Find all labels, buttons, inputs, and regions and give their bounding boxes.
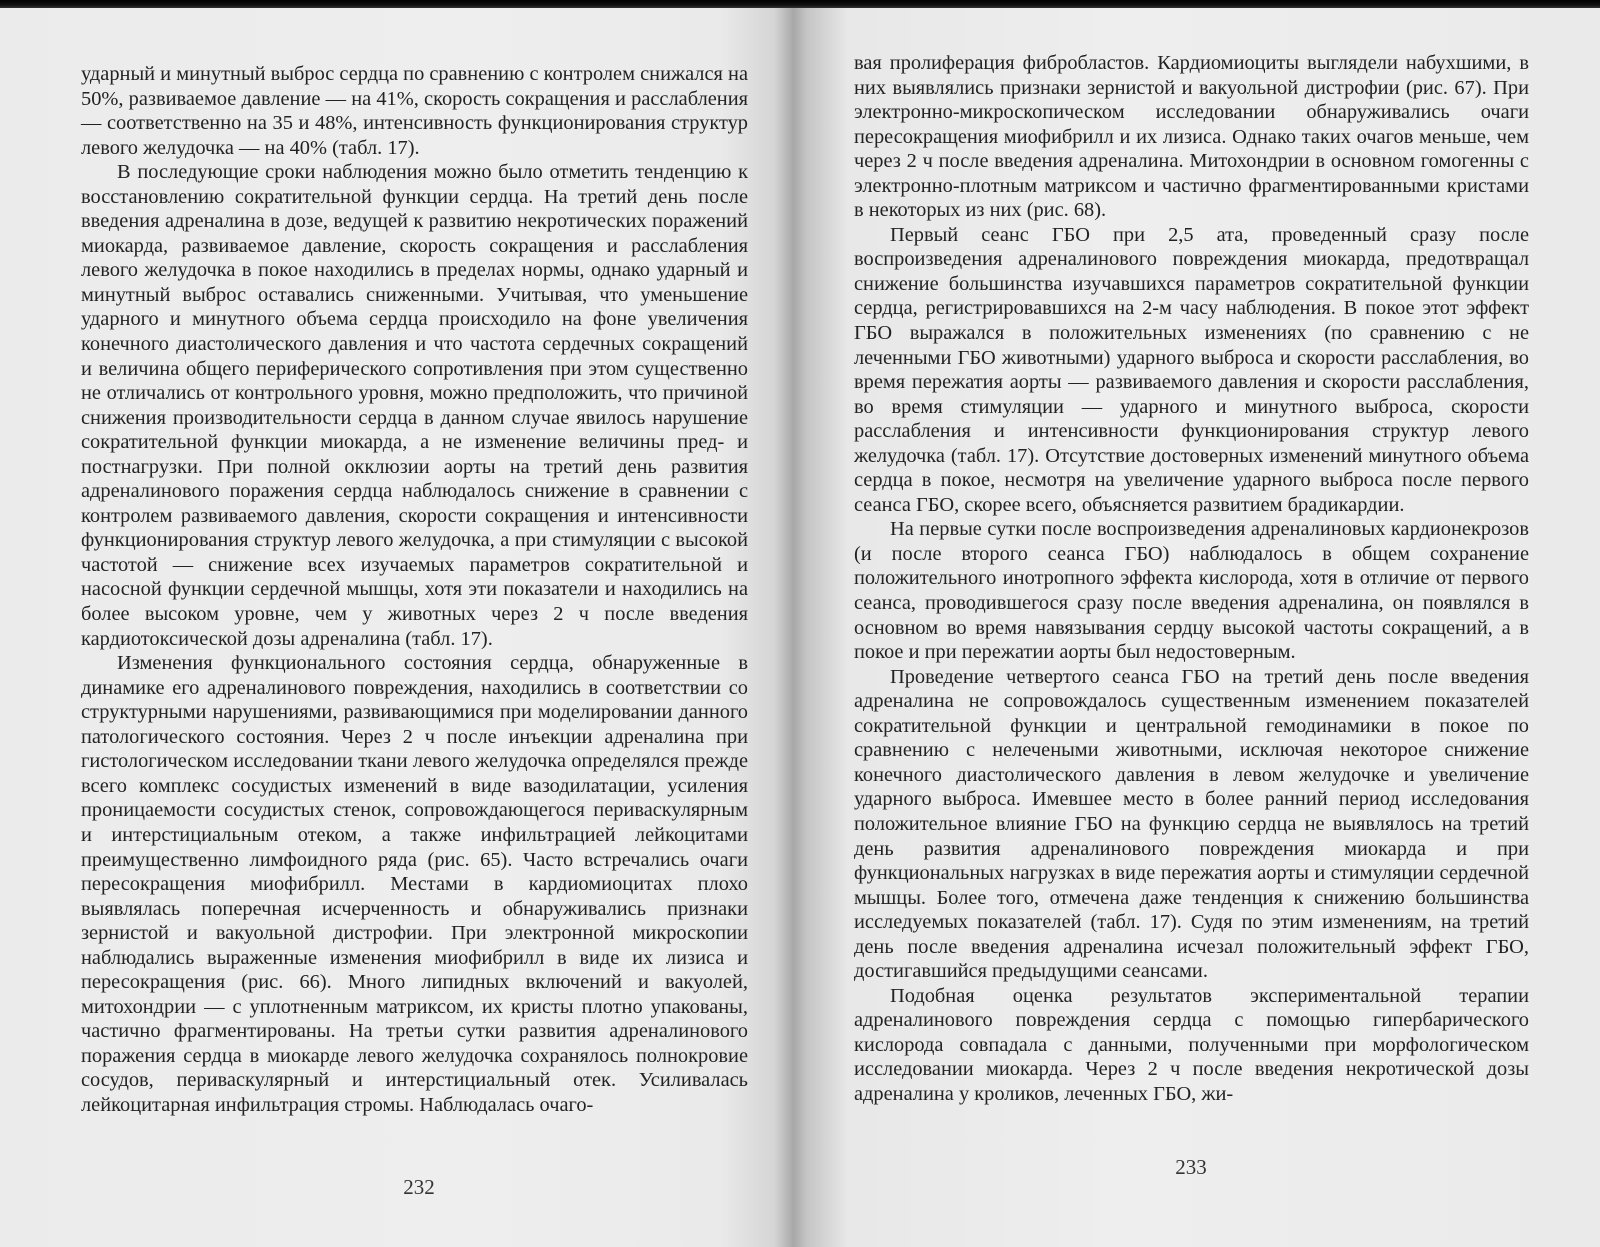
paragraph: На первые сутки после воспроизведения адреналиновых кардионекрозов (и после второго сеанса ГБО) наблюдалось в общем сохранение положительного инотропного эффекта кислорода, хотя в отличие от первого сеанса, проводившегося сразу после введения адреналина, он появлялся в основном во время навязывания сердцу высокой частоты сокращений, а в покое и при пережатии аорты был недостоверным. [854, 518, 1529, 664]
book-spread [0, 8, 1600, 1247]
paragraph: Подобная оценка результатов экспериментальной терапии адреналинового повреждения сердца с помощью гипербарического кислорода совпадала с данными, полученными при морфологическом исследовании миокарда. Через 2 ч после введения некротической дозы адреналина у кроликов, леченных ГБО, жи- [854, 984, 1529, 1105]
paragraph: вая пролиферация фибробластов. Кардиомиоциты выглядели набухшими, в них выявлялись признаки зернистой и вакуольной дистрофии (рис. 67). При электронно-микроскопическом исследовании обнаруживались очаги пересокращения миофибрилл и их лизиса. Однако таких очагов меньше, чем через 2 ч после введения адреналина. Митохондрии в основном гомогенны с электронно-плотным матриксом и частично фрагментированными кристами в некоторых из них (рис. 68). [854, 52, 1529, 222]
paragraph: В последующие сроки наблюдения можно было отметить тенденцию к восстановлению сократительной функции сердца. На третий день после введения адреналина в дозе, ведущей к развитию некротических поражений миокарда, развиваемое давление, скорость сокращения и расслабления левого желудочка в покое находились в пределах нормы, однако ударный и минутный выброс оставались сниженными. Учитывая, что уменьшение ударного и минутного объема сердца происходило на фоне увеличения конечного диастолического давления и что частота сердечных сокращений и величина общего периферического сопротивления при этом существенно не отличались от контрольного уровня, можно предположить, что причиной снижения производительности сердца в данном случае явилось нарушение сократительной функции миокарда, а не изменение величины пред- и постнагрузки. При полной окклюзии аорты на третий день развития адреналинового поражения сердца наблюдалось снижение в сравнении с контролем развиваемого давления, скорости сокращения и интенсивности функционирования структур левого желудочка, а при стимуляции с высокой частотой — снижение всех изучаемых параметров сократительной и насосной функции сердечной мышцы, хотя эти показатели и находились на более высоком уровне, чем у животных через 2 ч после введения кардиотоксической дозы адреналина (табл. 17). [81, 161, 748, 650]
page-number: 233 [1175, 1155, 1207, 1179]
right-page-text [854, 51, 1529, 1107]
paragraph: Изменения функционального состояния сердца, обнаруженные в динамике его адреналинового повреждения, находились в соответствии со структурными нарушениями, развивающимися при моделировании данного патологического состояния. Через 2 ч после инъекции адреналина при гистологическом исследовании ткани левого желудочка определялся прежде всего комплекс сосудистых изменений в виде вазодилатации, усиления проницаемости сосудистых стенок, сопровождающегося периваскулярным и интерстициальным отеком, а также инфильтрацией лейкоцитами преимущественно лимфоидного ряда (рис. 65). Часто встречались очаги пересокращения миофибрилл. Местами в кардиомиоцитах плохо выявлялась поперечная исчерченность и обнаруживались признаки зернистой и вакуольной дистрофии. При электронной микроскопии наблюдались выраженные изменения миофибрилл в виде их лизиса и пересокращения (рис. 66). Много липидных включений и вакуолей, митохондрии — с уплотненным матриксом, их кристы плотно упакованы, частично фрагментированы. На третьи сутки развития адреналинового поражения сердца в миокарде левого желудочка сохранялось полнокровие сосудов, периваскулярный и интерстициальный отек. Усиливалась лейкоцитарная инфильтрация стромы. Наблюдалась очаго- [81, 652, 748, 1116]
paragraph: Первый сеанс ГБО при 2,5 ата, проведенный сразу после воспроизведения адреналинового повреждения миокарда, предотвращал снижение большинства изучавшихся параметров сократительной функции сердца, регистрировавшихся на 2-м часу наблюдения. В покое этот эффект ГБО выражался в положительных изменениях (по сравнению с не леченными ГБО животными) ударного выброса и скорости расслабления, во время пережатия аорты — развиваемого давления и скорости расслабления, во время стимуляции — ударного и минутного выброса, скорости расслабления и интенсивности функционирования структур левого желудочка (табл. 17). Отсутствие достоверных изменений минутного объема сердца в покое, несмотря на увеличение ударного выброса после первого сеанса ГБО, скорее всего, объясняется развитием брадикардии. [854, 223, 1529, 516]
paragraph: Проведение четвертого сеанса ГБО на третий день после введения адреналина не сопровождалось существенным изменением показателей сократительной функции и центральной гемодинамики в покое по сравнению с нелечеными животными, исключая некоторое снижение конечного диастолического давления в левом желудочке и увеличение ударного выброса. Имевшее место в более ранний период исследования положительное влияние ГБО на функцию сердца не выявлялось на третий день развития адреналинового повреждения миокарда и при функциональных нагрузках в виде пережатия аорты и стимуляции сердечной мышцы. Более того, отмечена даже тенденция к снижению большинства исследуемых показателей (табл. 17). Судя по этим изменениям, на третий день после введения адреналина исчезал положительный эффект ГБО, достигавшийся предыдущими сеансами. [854, 665, 1529, 983]
right-page [800, 8, 1600, 1247]
left-page [0, 8, 790, 1247]
scan-top-edge [0, 0, 1600, 8]
left-page-text [81, 62, 748, 1118]
paragraph: ударный и минутный выброс сердца по сравнению с контролем снижался на 50%, развиваемое давление — на 41%, скорость сокращения и расслабления — соответственно на 35 и 48%, интенсивность функционирования структур левого желудочка — на 40% (табл. 17). [81, 63, 748, 159]
page-number: 232 [403, 1175, 435, 1199]
